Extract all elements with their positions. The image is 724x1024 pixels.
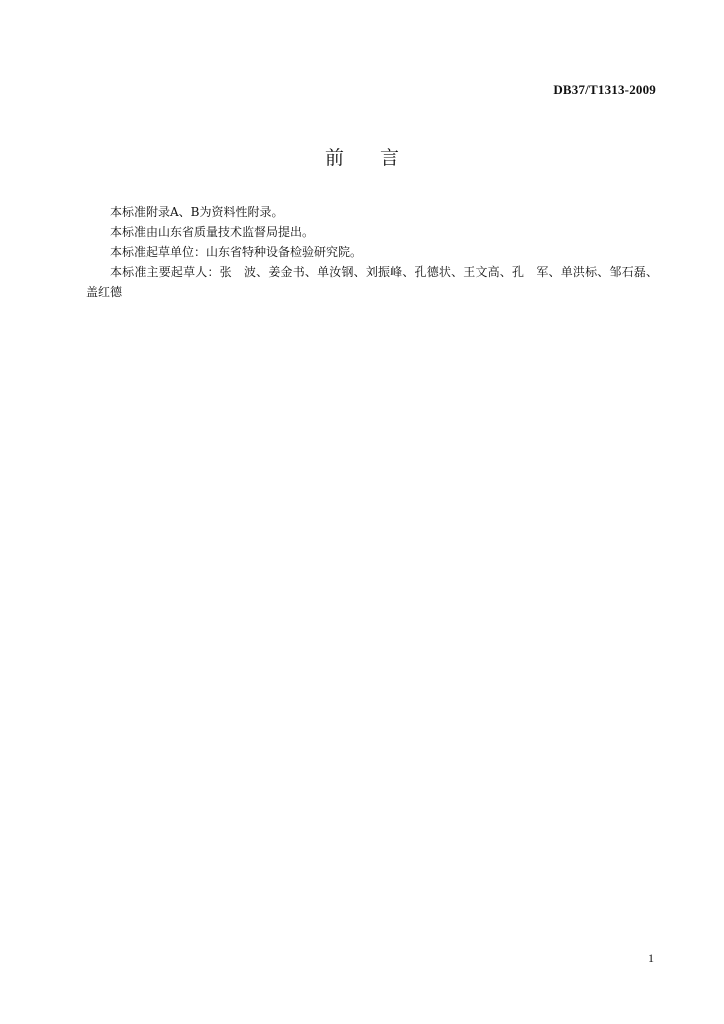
paragraph-proposer: 本标准由山东省质量技术监督局提出。 <box>110 225 315 239</box>
page-number: 1 <box>648 951 654 965</box>
standard-code: DB37/T1313-2009 <box>553 82 656 97</box>
foreword-body <box>86 202 658 302</box>
paragraph-appendix: 本标准附录A、B为资料性附录。 <box>110 205 284 219</box>
paragraph-drafters: 本标准主要起草人：张 波、姜金书、单汝钢、刘振峰、孔德状、王文高、孔 军、单洪标、邹石磊、盖红德 <box>86 265 658 299</box>
title-char-2: 言 <box>380 147 400 169</box>
title-char-1: 前 <box>324 147 344 169</box>
page-title <box>0 143 724 170</box>
paragraph-drafting-unit: 本标准起草单位：山东省特种设备检验研究院。 <box>110 245 363 259</box>
